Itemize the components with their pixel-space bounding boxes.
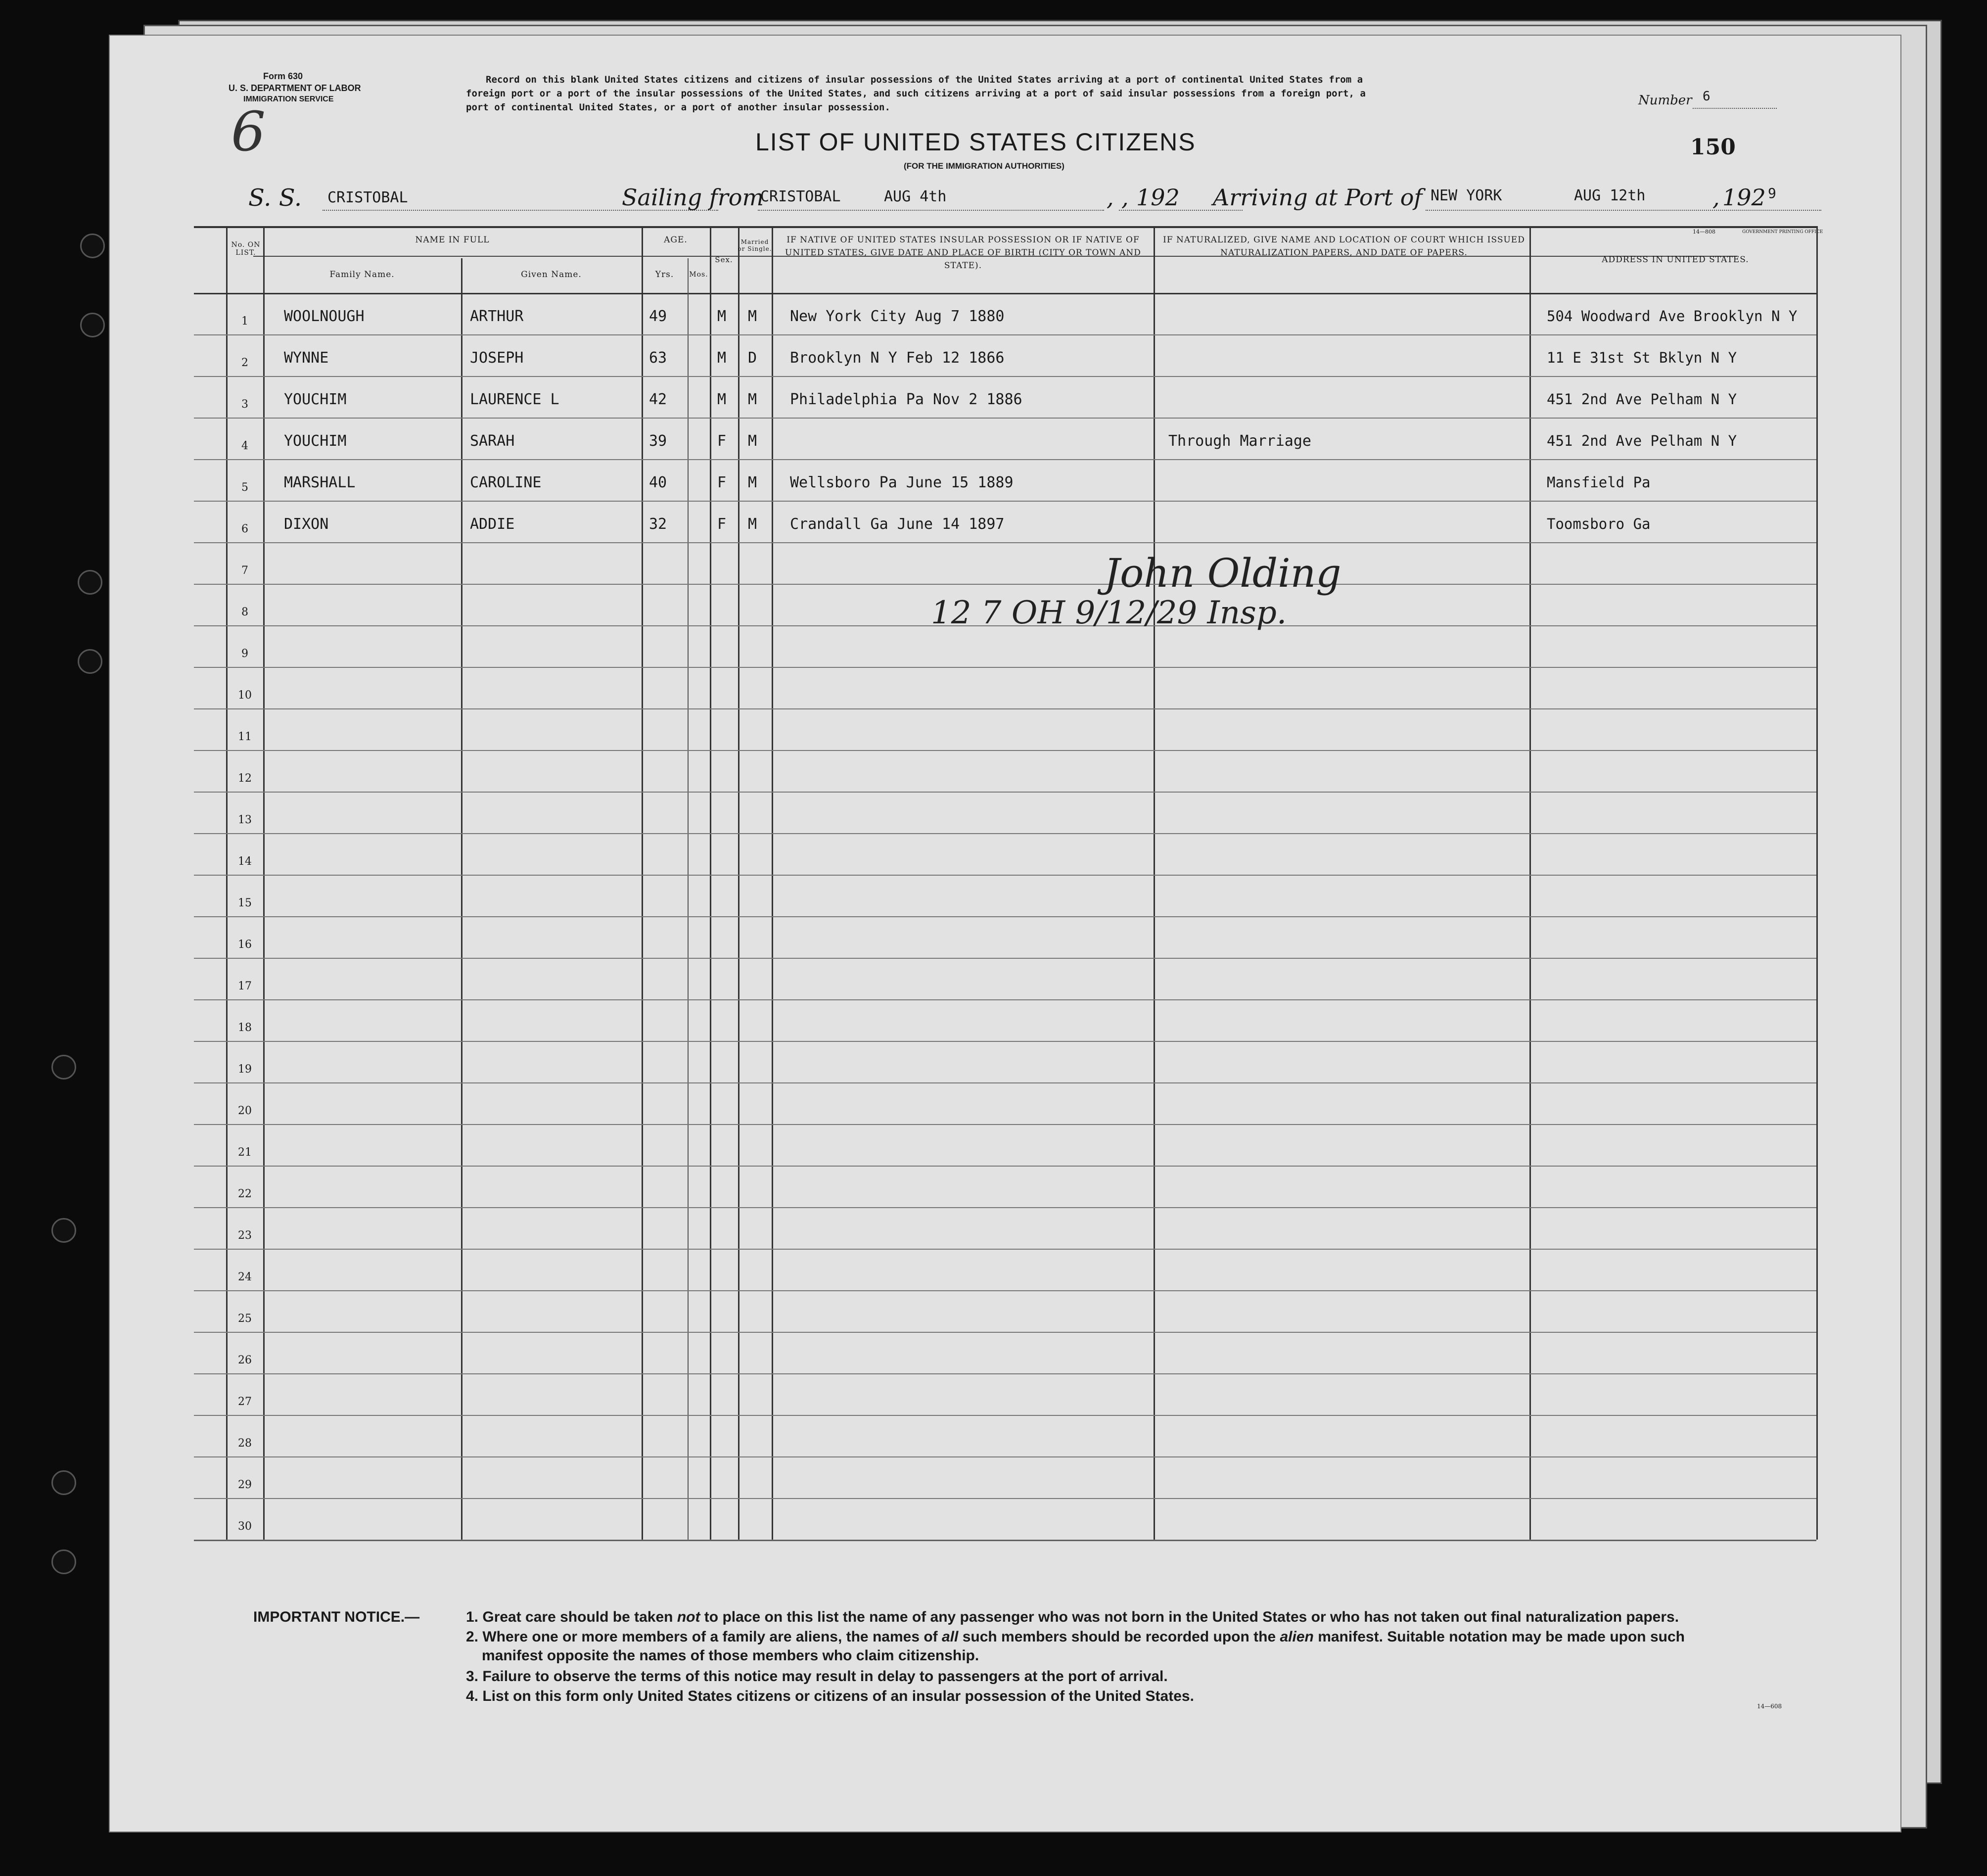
row-rule	[194, 542, 1816, 543]
header-naturalized: IF NATURALIZED, GIVE NAME AND LOCATION OF COURT WHICH ISSUED NATURALIZATION PAPERS, AND DATE OF PAPERS.	[1163, 235, 1525, 258]
row-number: 17	[238, 980, 252, 992]
row-rule	[194, 418, 1816, 419]
age-years-cell: 32	[649, 516, 667, 533]
birth-info-cell: Crandall Ga June 14 1897	[790, 516, 1005, 533]
service: IMMIGRATION SERVICE	[243, 95, 334, 103]
row-rule	[194, 1415, 1816, 1416]
header-yrs: Yrs.	[655, 270, 674, 280]
row-number: 19	[238, 1063, 252, 1076]
age-years-cell: 42	[649, 391, 667, 408]
marital-status-cell: M	[748, 432, 757, 450]
row-rule	[194, 1124, 1816, 1125]
sex-cell: F	[717, 432, 727, 450]
family-name-cell: WYNNE	[284, 349, 329, 367]
birth-info-cell: Brooklyn N Y Feb 12 1866	[790, 349, 1005, 367]
row-number: 7	[241, 564, 248, 577]
row-number: 16	[238, 938, 252, 951]
address-cell: Mansfield Pa	[1547, 474, 1651, 491]
sex-cell: F	[717, 474, 727, 491]
row-number: 29	[238, 1479, 252, 1491]
age-years-cell: 49	[649, 308, 667, 325]
notice-item-2-cont: manifest opposite the names of those members who claim citizenship.	[482, 1647, 979, 1664]
given-name-cell: JOSEPH	[470, 349, 524, 367]
arrival-port: NEW YORK	[1431, 187, 1502, 204]
family-name-cell: YOUCHIM	[284, 432, 347, 450]
row-number: 3	[241, 398, 248, 411]
row-rule	[194, 1540, 1816, 1541]
page-stamp: 150	[1690, 135, 1736, 160]
row-number: 8	[241, 606, 248, 618]
row-rule	[194, 708, 1816, 709]
row-number: 26	[238, 1354, 252, 1366]
header-given-name: Given Name.	[521, 270, 582, 280]
given-name-cell: CAROLINE	[470, 474, 542, 491]
given-name-cell: SARAH	[470, 432, 515, 450]
form-number: Form 630	[263, 71, 303, 81]
row-rule	[194, 1249, 1816, 1250]
marital-status-cell: M	[748, 516, 757, 533]
header-mos: Mos.	[689, 271, 708, 279]
binder-hole	[51, 1055, 76, 1079]
sex-cell: M	[717, 308, 727, 325]
binder-hole	[78, 570, 102, 595]
row-number: 24	[238, 1271, 252, 1283]
ship-name: CRISTOBAL	[327, 189, 408, 206]
row-rule	[194, 1290, 1816, 1291]
family-name-cell: WOOLNOUGH	[284, 308, 365, 325]
age-years-cell: 40	[649, 474, 667, 491]
row-rule	[194, 1456, 1816, 1457]
family-name-cell: MARSHALL	[284, 474, 356, 491]
address-cell: 451 2nd Ave Pelham N Y	[1547, 391, 1737, 408]
row-rule	[194, 916, 1816, 917]
year-suffix-2: 9	[1768, 185, 1776, 201]
arrival-date: AUG 12th	[1574, 187, 1646, 204]
row-rule	[194, 875, 1816, 876]
row-number: 11	[238, 731, 252, 743]
ss-label: S. S.	[248, 184, 302, 212]
year-prefix-2: 192	[1722, 184, 1766, 211]
arriving-label: Arriving at Port of	[1213, 184, 1423, 211]
inspector-signature: John Olding	[1104, 550, 1341, 596]
header-native: IF NATIVE OF UNITED STATES INSULAR POSSESSION OR IF NATIVE OF UNITED STATES, GIVE DATE AND PLACE OF BIRTH (CITY OR TOWN AND STATE).	[785, 235, 1141, 271]
marital-status-cell: M	[748, 308, 757, 325]
binder-hole	[80, 234, 105, 258]
given-name-cell: ADDIE	[470, 516, 515, 533]
row-number: 30	[238, 1520, 252, 1533]
row-number: 14	[238, 855, 252, 868]
birth-info-cell: Wellsboro Pa June 15 1889	[790, 474, 1014, 491]
given-name-cell: ARTHUR	[470, 308, 524, 325]
row-rule	[194, 958, 1816, 959]
notice-item-3: 3. Failure to observe the terms of this notice may result in delay to passengers at the port of arrival.	[466, 1668, 1168, 1685]
header-address: ADDRESS IN UNITED STATES.	[1602, 255, 1749, 265]
row-number: 1	[241, 315, 248, 328]
header-sex: Sex.	[715, 255, 733, 264]
row-number: 23	[238, 1229, 252, 1242]
number-label: Number	[1638, 93, 1692, 108]
address-cell: 11 E 31st St Bklyn N Y	[1547, 349, 1737, 366]
header-no: No. ON LIST.	[231, 241, 261, 257]
row-number: 20	[238, 1105, 252, 1117]
address-cell: 451 2nd Ave Pelham N Y	[1547, 432, 1737, 449]
row-rule	[194, 1166, 1816, 1167]
intro-line-3: port of continental United States, or a port of another insular possession.	[466, 102, 890, 113]
row-rule	[194, 1082, 1816, 1083]
row-rule	[194, 584, 1816, 585]
row-number: 4	[241, 440, 248, 452]
sailing-label: Sailing from	[622, 184, 764, 211]
header-family-name: Family Name.	[329, 270, 395, 280]
printer-office: GOVERNMENT PRINTING OFFICE	[1742, 230, 1823, 234]
given-name-cell: LAURENCE L	[470, 391, 559, 408]
inspector-annotation: 12 7 OH 9/12/29 Insp.	[931, 595, 1287, 631]
row-rule	[194, 334, 1816, 335]
row-number: 27	[238, 1396, 252, 1408]
sailing-date: AUG 4th	[884, 188, 947, 205]
intro-line-1: Record on this blank United States citizens and citizens of insular possessions of the United States arriving at a port of continental United States from a	[486, 74, 1363, 85]
notice-item-1: 1. Great care should be taken not to place on this list the name of any passenger who was not born in the United States or who has not taken out final naturalization papers.	[466, 1609, 1679, 1625]
printer-code: 14—808	[1693, 229, 1715, 235]
row-number: 18	[238, 1022, 252, 1034]
row-rule	[194, 1332, 1816, 1333]
department: U. S. DEPARTMENT OF LABOR	[229, 83, 361, 93]
family-name-cell: YOUCHIM	[284, 391, 347, 408]
page-subtitle: (FOR THE IMMIGRATION AUTHORITIES)	[904, 161, 1064, 171]
row-rule	[194, 667, 1816, 668]
row-number: 12	[238, 772, 252, 785]
age-years-cell: 39	[649, 432, 667, 450]
sailing-port: CRISTOBAL	[760, 188, 841, 205]
manifest-sheet: Form 630 U. S. DEPARTMENT OF LABOR IMMIGRATION SERVICE 6 Record on this blank United States citizens and citizens of insular possessions of the United States arriving at a port of continental United States from a foreign port or a port of the insular possessions of the United States, and such citizens arriving at a port of said insular possessions from a foreign port, a port of continental United States, or a port of another insular possession. Number 6 LIST OF UNITED STATES CITIZENS (FOR THE IMMIGRATION AUTHORITIES) 150 S. S. CRISTOBAL Sailing from CRISTOBAL AUG 4th , , 192 Arriving at Port of NEW YORK AUG 12th , 192 9 No. ON LIST. NAME IN FULL Family Name. Given Name. AGE. Yrs. Mos. Sex. Married or Single. IF NATIVE OF UNITED STATES INSULAR POSSESSION OR IF NATIVE OF UNITED STATES, GIVE DATE AND PLACE OF BIRTH (CITY OR TOWN AND STATE). IF NATURALIZED, GIVE NAME AND LOCATION OF COURT WHICH ISSUED NATURALIZATION PAPERS, AND DATE OF PAPERS. ADDRESS IN UNITED STATES. 14—808 GOVERNMENT PRINTING OFFICE 1 WOOLNOUGH ARTHUR 49 M M New York City Aug 7 1880 504 Woodward Ave Brooklyn N Y 2 WYNNE JOSEPH 63 M D Brooklyn N Y Feb 12 1866 11 E 31st St Bklyn N Y 3 YOUCHIM LAURENCE L 42 M M Philadelphia Pa Nov 2 1886 451 2nd Ave Pelham N Y 4 YOUCHIM SARAH 39 F M Through Marriage 451 2nd Ave Pelham N Y 5 MARSHALL CAROLINE 40 F M Wellsboro Pa June 15 1889 Mansfield Pa 6 DIXON ADDIE 32 F M Crandall Ga June 14 1897 Toomsboro Ga 7 8 9 10 11 12 13 14 15 16 17 18 19 20 21 22 23 24 25 26 27 28 29 30 John Olding 12 7 OH 9/12/29 Insp. IMPORTANT NOTICE.— 1. Great care should be taken not to place on this list the name of any passenger who was not born in the United States or who has not taken out final naturalization papers. 2. Where one or more members of a family are aliens, the names of all such members should be recorded upon the alien manifest. Suitable notation may be made upon such manifest opposite the names of those members who claim citizenship. 3. Failure to observe the terms of this notice may result in delay to passengers at the port of arrival. 4. List on this form only United States citizens or citizens of an insular possession of the United States. 14—608	[109, 35, 1901, 1832]
row-number: 6	[241, 523, 248, 535]
notice-heading: IMPORTANT NOTICE.—	[253, 1609, 420, 1625]
year-prefix-1: 192	[1136, 184, 1180, 211]
handwritten-circle-mark: 6	[231, 100, 266, 163]
notice-item-2: 2. Where one or more members of a family are aliens, the names of all such members should be recorded upon the alien manifest. Suitable notation may be made upon such	[466, 1629, 1685, 1645]
row-number: 5	[241, 481, 248, 494]
row-number: 13	[238, 814, 252, 826]
row-number: 15	[238, 897, 252, 909]
marital-status-cell: M	[748, 391, 757, 408]
header-name-in-full: NAME IN FULL	[415, 235, 490, 245]
intro-line-2: foreign port or a port of the insular possessions of the United States, and such citizens arriving at a port of said insular possessions from a foreign port, a	[466, 88, 1366, 99]
birth-info-cell: New York City Aug 7 1880	[790, 308, 1005, 325]
row-rule	[194, 750, 1816, 751]
sex-cell: F	[717, 516, 727, 533]
birth-info-cell: Philadelphia Pa Nov 2 1886	[790, 391, 1022, 408]
sex-cell: M	[717, 349, 727, 367]
row-number: 21	[238, 1146, 252, 1159]
row-rule	[194, 501, 1816, 502]
notice-item-4: 4. List on this form only United States citizens or citizens of an insular possession of the United States.	[466, 1688, 1194, 1704]
row-rule	[194, 1373, 1816, 1374]
row-rule	[194, 376, 1816, 377]
row-number: 2	[241, 357, 248, 369]
row-rule	[194, 833, 1816, 834]
row-number: 25	[238, 1313, 252, 1325]
row-rule	[194, 792, 1816, 793]
header-married-or-single: Married or Single.	[738, 238, 772, 252]
row-rule	[194, 1041, 1816, 1042]
number-value: 6	[1703, 89, 1710, 104]
row-rule	[194, 459, 1816, 460]
footer-code: 14—608	[1757, 1703, 1782, 1710]
row-number: 10	[238, 689, 252, 702]
binder-hole	[51, 1218, 76, 1243]
binder-hole	[80, 313, 105, 337]
address-cell: Toomsboro Ga	[1547, 516, 1651, 532]
row-rule	[194, 999, 1816, 1000]
family-name-cell: DIXON	[284, 516, 329, 533]
header-age: AGE.	[664, 235, 688, 245]
sex-cell: M	[717, 391, 727, 408]
row-number: 22	[238, 1188, 252, 1200]
naturalization-cell: Through Marriage	[1168, 432, 1311, 450]
row-number: 28	[238, 1437, 252, 1450]
row-rule	[194, 1207, 1816, 1208]
page-title: LIST OF UNITED STATES CITIZENS	[755, 128, 1196, 156]
age-years-cell: 63	[649, 349, 667, 367]
binder-hole	[51, 1470, 76, 1495]
address-cell: 504 Woodward Ave Brooklyn N Y	[1547, 308, 1798, 325]
row-number: 9	[241, 648, 248, 660]
binder-hole	[78, 649, 102, 674]
marital-status-cell: D	[748, 349, 757, 367]
marital-status-cell: M	[748, 474, 757, 491]
row-rule	[194, 1498, 1816, 1499]
binder-hole	[51, 1549, 76, 1574]
